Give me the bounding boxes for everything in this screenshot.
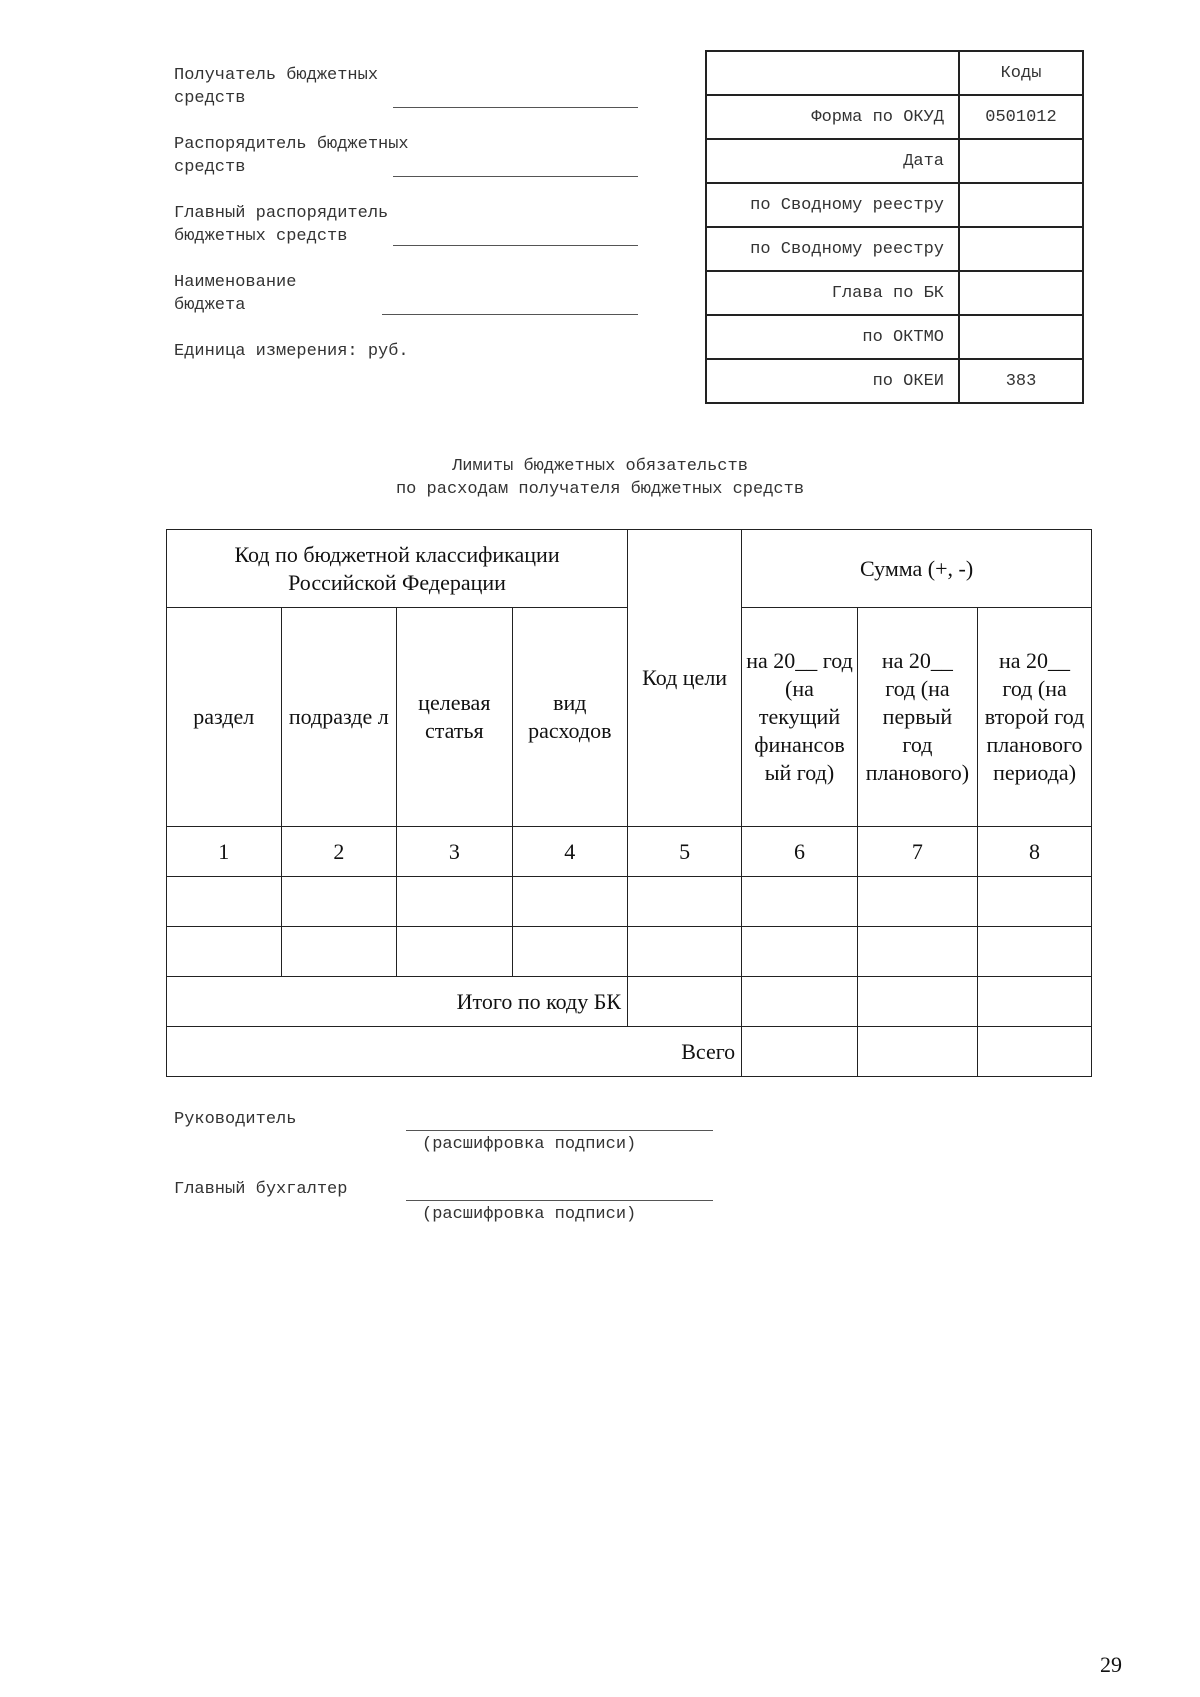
budget-name-label-line1: Наименование xyxy=(174,273,297,292)
data-cell[interactable] xyxy=(978,927,1092,977)
chapter-label: Глава по БК xyxy=(706,271,959,315)
registry-1-value[interactable] xyxy=(959,183,1083,227)
data-cell[interactable] xyxy=(742,977,858,1027)
codes-row-date xyxy=(706,139,1083,183)
section-header: раздел xyxy=(167,608,282,827)
first-plan-year-header: на 20__ год (на первый год планового) xyxy=(857,608,977,827)
column-numbers-row xyxy=(167,827,1092,877)
head-decode-caption: (расшифровка подписи) xyxy=(422,1135,637,1154)
okei-value[interactable]: 383 xyxy=(959,359,1083,403)
date-value[interactable] xyxy=(959,139,1083,183)
registry-1-label: по Сводному реестру xyxy=(706,183,959,227)
grand-total-label: Всего xyxy=(167,1027,742,1077)
chief-accountant-decode-caption: (расшифровка подписи) xyxy=(422,1205,637,1224)
table-row xyxy=(167,877,1092,927)
codes-row-oktmo xyxy=(706,315,1083,359)
manager-label-line2: средств xyxy=(174,158,246,177)
col-number-8: 8 xyxy=(978,827,1092,877)
col-number-3: 3 xyxy=(397,827,513,877)
table-header-row-1 xyxy=(167,530,1092,608)
target-item-header: целевая статья xyxy=(397,608,513,827)
data-cell[interactable] xyxy=(281,877,396,927)
okei-label: по ОКЕИ xyxy=(706,359,959,403)
data-cell[interactable] xyxy=(512,927,627,977)
data-cell[interactable] xyxy=(167,927,282,977)
recipient-field[interactable] xyxy=(393,107,638,108)
codes-row-registry-1 xyxy=(706,183,1083,227)
data-cell[interactable] xyxy=(397,877,513,927)
data-cell[interactable] xyxy=(628,877,742,927)
oktmo-value[interactable] xyxy=(959,315,1083,359)
data-cell[interactable] xyxy=(397,927,513,977)
sum-group-header: Сумма (+, -) xyxy=(742,530,1092,608)
data-cell[interactable] xyxy=(978,977,1092,1027)
data-cell[interactable] xyxy=(281,927,396,977)
data-cell[interactable] xyxy=(857,927,977,977)
oktmo-label: по ОКТМО xyxy=(706,315,959,359)
data-cell[interactable] xyxy=(167,877,282,927)
total-by-bk-row xyxy=(167,977,1092,1027)
data-cell[interactable] xyxy=(978,1027,1092,1077)
manager-label-line1: Распорядитель бюджетных xyxy=(174,135,409,154)
registry-2-label: по Сводному реестру xyxy=(706,227,959,271)
chapter-value[interactable] xyxy=(959,271,1083,315)
table-row xyxy=(167,927,1092,977)
chief-accountant-label: Главный бухгалтер xyxy=(174,1180,348,1199)
head-signature-line[interactable] xyxy=(406,1130,713,1131)
date-label: Дата xyxy=(706,139,959,183)
manager-field[interactable] xyxy=(393,176,638,177)
codes-header-row xyxy=(706,51,1083,95)
second-plan-year-header: на 20__ год (на второй год планового периода) xyxy=(978,608,1092,827)
data-cell[interactable] xyxy=(628,977,742,1027)
recipient-label-line2: средств xyxy=(174,89,246,108)
data-cell[interactable] xyxy=(857,877,977,927)
data-cell[interactable] xyxy=(857,1027,977,1077)
budget-name-field[interactable] xyxy=(382,314,638,315)
chief-accountant-signature-line[interactable] xyxy=(406,1200,713,1201)
data-cell[interactable] xyxy=(978,877,1092,927)
data-cell[interactable] xyxy=(857,977,977,1027)
chief-manager-field[interactable] xyxy=(393,245,638,246)
data-cell[interactable] xyxy=(628,927,742,977)
expense-type-header: вид расходов xyxy=(512,608,627,827)
current-year-header: на 20__ год (на текущий финансов ый год) xyxy=(742,608,858,827)
col-number-4: 4 xyxy=(512,827,627,877)
col-number-7: 7 xyxy=(857,827,977,877)
document-title-line1: Лимиты бюджетных обязательств xyxy=(452,457,748,476)
col-number-1: 1 xyxy=(167,827,282,877)
codes-header-value: Коды xyxy=(959,51,1083,95)
bk-group-header: Код по бюджетной классификации Российской Федерации xyxy=(167,530,628,608)
total-by-bk-label: Итого по коду БК xyxy=(167,977,628,1027)
grand-total-row xyxy=(167,1027,1092,1077)
okud-value[interactable]: 0501012 xyxy=(959,95,1083,139)
col-number-2: 2 xyxy=(281,827,396,877)
codes-row-okei xyxy=(706,359,1083,403)
okud-label: Форма по ОКУД xyxy=(706,95,959,139)
limits-table xyxy=(166,529,1092,1077)
document-title-line2: по расходам получателя бюджетных средств xyxy=(395,480,805,499)
col-number-6: 6 xyxy=(742,827,858,877)
codes-table xyxy=(705,50,1084,404)
chief-manager-label-line1: Главный распорядитель xyxy=(174,204,389,223)
col-number-5: 5 xyxy=(628,827,742,877)
registry-2-value[interactable] xyxy=(959,227,1083,271)
goal-code-header: Код цели xyxy=(628,530,742,827)
data-cell[interactable] xyxy=(742,927,858,977)
data-cell[interactable] xyxy=(742,1027,858,1077)
recipient-label-line1: Получатель бюджетных xyxy=(174,66,379,85)
unit-label: Единица измерения: руб. xyxy=(174,342,409,361)
data-cell[interactable] xyxy=(742,877,858,927)
head-label: Руководитель xyxy=(174,1110,297,1129)
codes-row-okud xyxy=(706,95,1083,139)
codes-row-chapter xyxy=(706,271,1083,315)
codes-row-registry-2 xyxy=(706,227,1083,271)
page-number: 29 xyxy=(1100,1652,1122,1677)
chief-manager-label-line2: бюджетных средств xyxy=(174,227,348,246)
subsection-header: подразде л xyxy=(281,608,396,827)
codes-header-label xyxy=(706,51,959,95)
budget-name-label-line2: бюджета xyxy=(174,296,246,315)
data-cell[interactable] xyxy=(512,877,627,927)
